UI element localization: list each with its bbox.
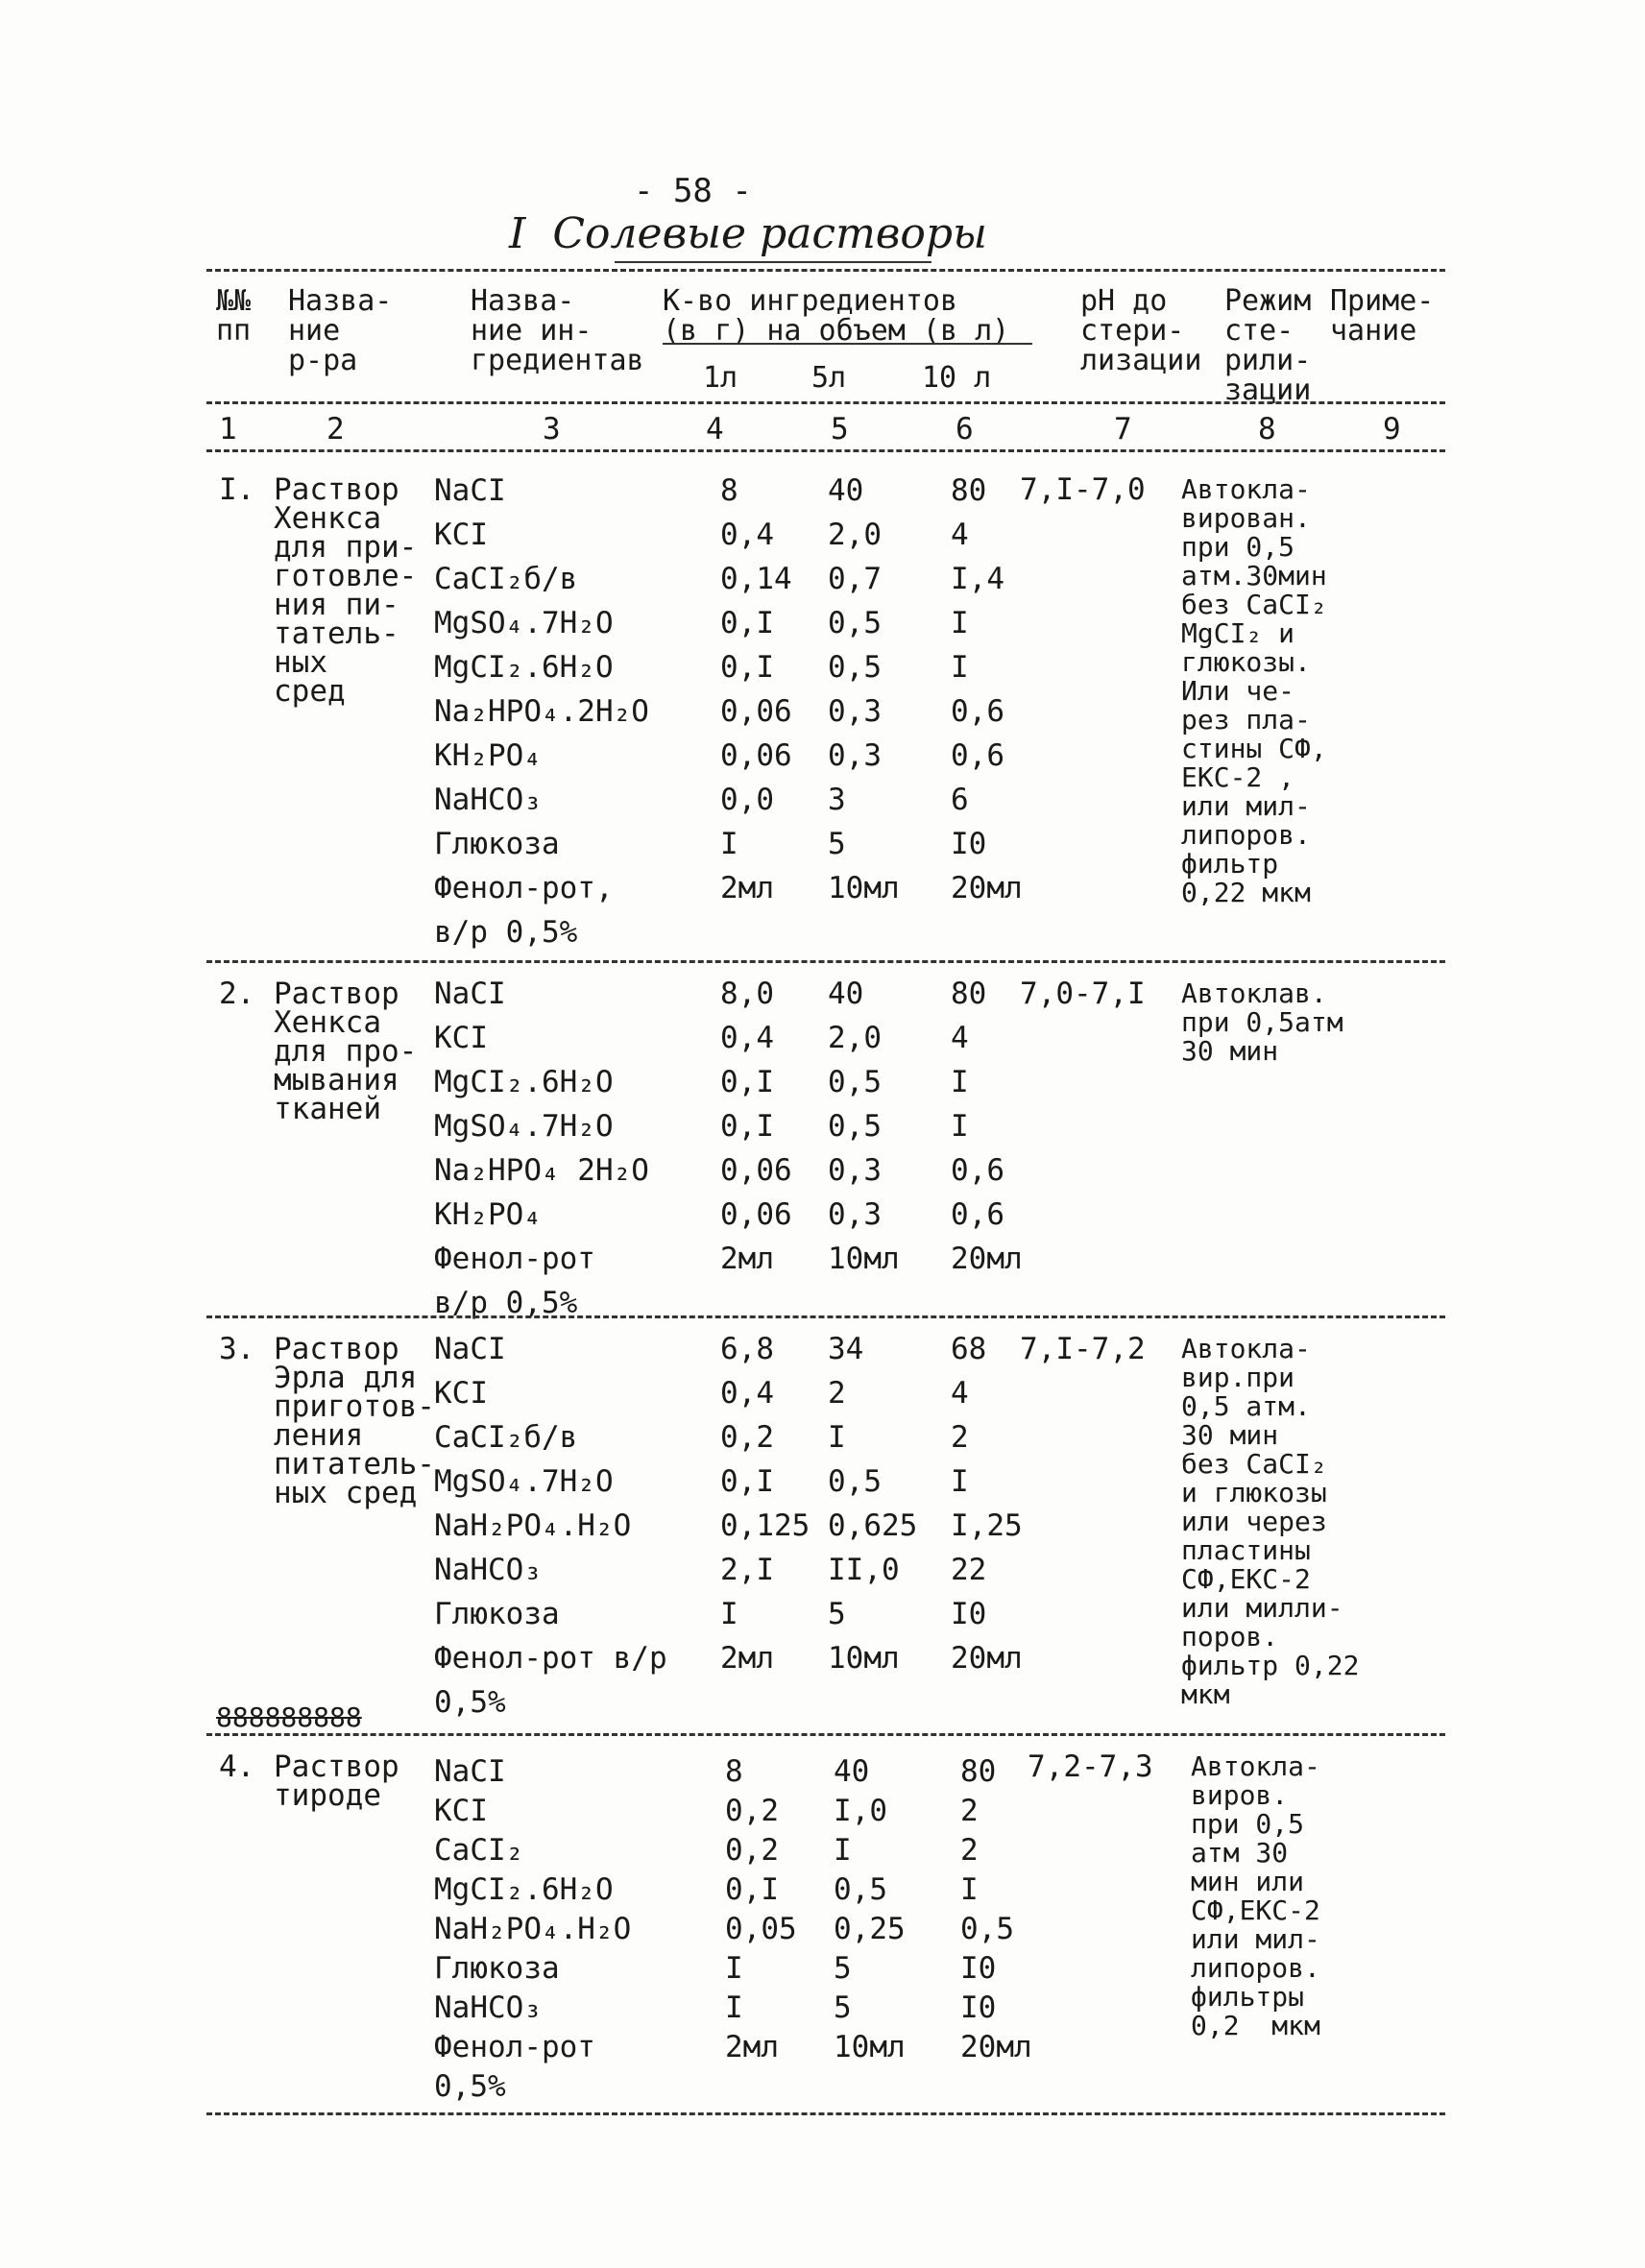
row4-ingredients: NaCI KCI CaCI₂ MgCI₂.6H₂O NaH₂PO₄.H₂O Глюкоза NaHCO₃ Фенол-рот 0,5% [434, 1754, 632, 2104]
header-top-rule [206, 269, 1445, 272]
row1-v5: 40 2,0 0,7 0,5 0,5 0,3 0,3 3 5 10мл [828, 473, 900, 905]
row3-ingredients: NaCI KCI CaCI₂б/в MgSO₄.7H₂O NaH₂PO₄.H₂O NaHCO₃ Глюкоза Фенол-рот в/р 0,5% [434, 1332, 667, 1720]
row1-v10: 80 4 I,4 I I 0,6 0,6 6 I0 20мл [951, 473, 1023, 905]
row1-rule [206, 960, 1445, 963]
row3-mode: Автокла- вир.при 0,5 атм. 30 мин без CaCI₂ и глюкозы или через пластины СФ,ЕКС-2 или милли- поров. фильтр 0,22 мкм [1181, 1333, 1360, 1710]
row4-v10: 80 2 2 I 0,5 I0 I0 20мл [960, 1754, 1032, 2064]
row2-v10: 80 4 I I 0,6 0,6 20мл [951, 977, 1023, 1276]
title-underline [615, 261, 931, 263]
row3-v5: 34 2 I 0,5 0,625 II,0 5 10мл [828, 1332, 918, 1676]
row3-v1: 6,8 0,4 0,2 0,I 0,125 2,I I 2мл [720, 1332, 810, 1676]
row2-num: 2. [219, 977, 255, 1011]
header-col2: Назва- ние р-ра [288, 284, 393, 377]
row1-num: I. [219, 472, 255, 507]
row1-ingredients: NaCI KCI CaCI₂б/в MgSO₄.7H₂O MgCI₂.6H₂O Na₂HPO₄.2H₂O KH₂PO₄ NaHCO₃ Глюкоза Фенол-рот, в/р 0,5% [434, 473, 649, 950]
row4-ph: 7,2-7,3 [1028, 1749, 1153, 1784]
row1-ph: 7,I-7,0 [1020, 472, 1146, 507]
colnum-1: 1 [219, 412, 237, 446]
colnum-3: 3 [543, 412, 561, 446]
row4-num: 4. [219, 1749, 255, 1784]
row1-name: Раствор Хенкса для при- готовле- ния пи- татель- ных сред [274, 472, 418, 709]
row3-struck-text: 888888888 [216, 1701, 362, 1733]
row1-v1: 8 0,4 0,14 0,I 0,I 0,06 0,06 0,0 I 2мл [720, 473, 792, 905]
header-col1: №№ пп [216, 284, 252, 348]
row3-num: 3. [219, 1332, 255, 1366]
section-title: I Солевые растворы [509, 209, 987, 258]
row2-name: Раствор Хенкса для про- мывания тканей [274, 977, 418, 1126]
header-col7: pH до стери- лизации [1080, 284, 1202, 377]
table-bottom-rule [206, 2112, 1445, 2115]
row2-v5: 40 2,0 0,5 0,5 0,3 0,3 10мл [828, 977, 900, 1276]
header-col3: Назва- ние ин- гредиентав [471, 284, 644, 377]
colnum-8: 8 [1258, 412, 1276, 446]
header-quantity: К-во ингредиентов (в г) на объем (в л) [663, 284, 1010, 348]
row3-v10: 68 4 2 I I,25 22 I0 20мл [951, 1332, 1023, 1676]
row2-v1: 8,0 0,4 0,I 0,I 0,06 0,06 2мл [720, 977, 792, 1276]
row2-mode: Автоклав. при 0,5атм 30 мин [1181, 977, 1343, 1067]
colnum-5: 5 [831, 412, 849, 446]
colnum-6: 6 [956, 412, 974, 446]
header-col8: Режим сте- рили- зации [1224, 284, 1312, 407]
header-col4-sub: 1л [703, 361, 738, 395]
row2-ph: 7,0-7,I [1020, 977, 1146, 1011]
header-mid-rule [206, 401, 1445, 404]
row2-rule [206, 1315, 1445, 1318]
quantity-underline [663, 343, 1032, 345]
colnum-9: 9 [1383, 412, 1401, 446]
header-bottom-rule [206, 449, 1445, 452]
row3-name: Раствор Эрла для приготов- ления питатель- ных сред [274, 1332, 435, 1510]
colnum-7: 7 [1114, 412, 1132, 446]
row4-name: Раствор тироде [274, 1749, 399, 1813]
row3-rule [206, 1733, 1445, 1736]
row4-v1: 8 0,2 0,2 0,I 0,05 I I 2мл [725, 1754, 797, 2064]
page-number: - 58 - [634, 172, 752, 210]
header-col5-sub: 5л [811, 361, 847, 395]
row2-ingredients: NaCI KCI MgCI₂.6H₂O MgSO₄.7H₂O Na₂HPO₄ 2H₂O KH₂PO₄ Фенол-рот в/р 0,5% [434, 977, 649, 1320]
header-col6-sub: 10 л [922, 361, 992, 395]
row4-v5: 40 I,0 I 0,5 0,25 5 5 10мл [834, 1754, 906, 2064]
header-col9: Приме- чание [1330, 284, 1435, 348]
colnum-2: 2 [327, 412, 345, 446]
row4-mode: Автокла- виров. при 0,5 атм 30 мин или СФ,ЕКС-2 или мил- липоров. фильтры 0,2 мкм [1191, 1750, 1320, 2041]
row3-ph: 7,I-7,2 [1020, 1332, 1146, 1366]
colnum-4: 4 [706, 412, 724, 446]
row1-mode: Автокла- вирован. при 0,5 атм.30мин без CaCI₂ MgCI₂ и глюкозы. Или че- рез пла- стины СФ, ЕКС-2 , или мил- липоров. фильтр 0,22 мкм [1181, 473, 1327, 908]
